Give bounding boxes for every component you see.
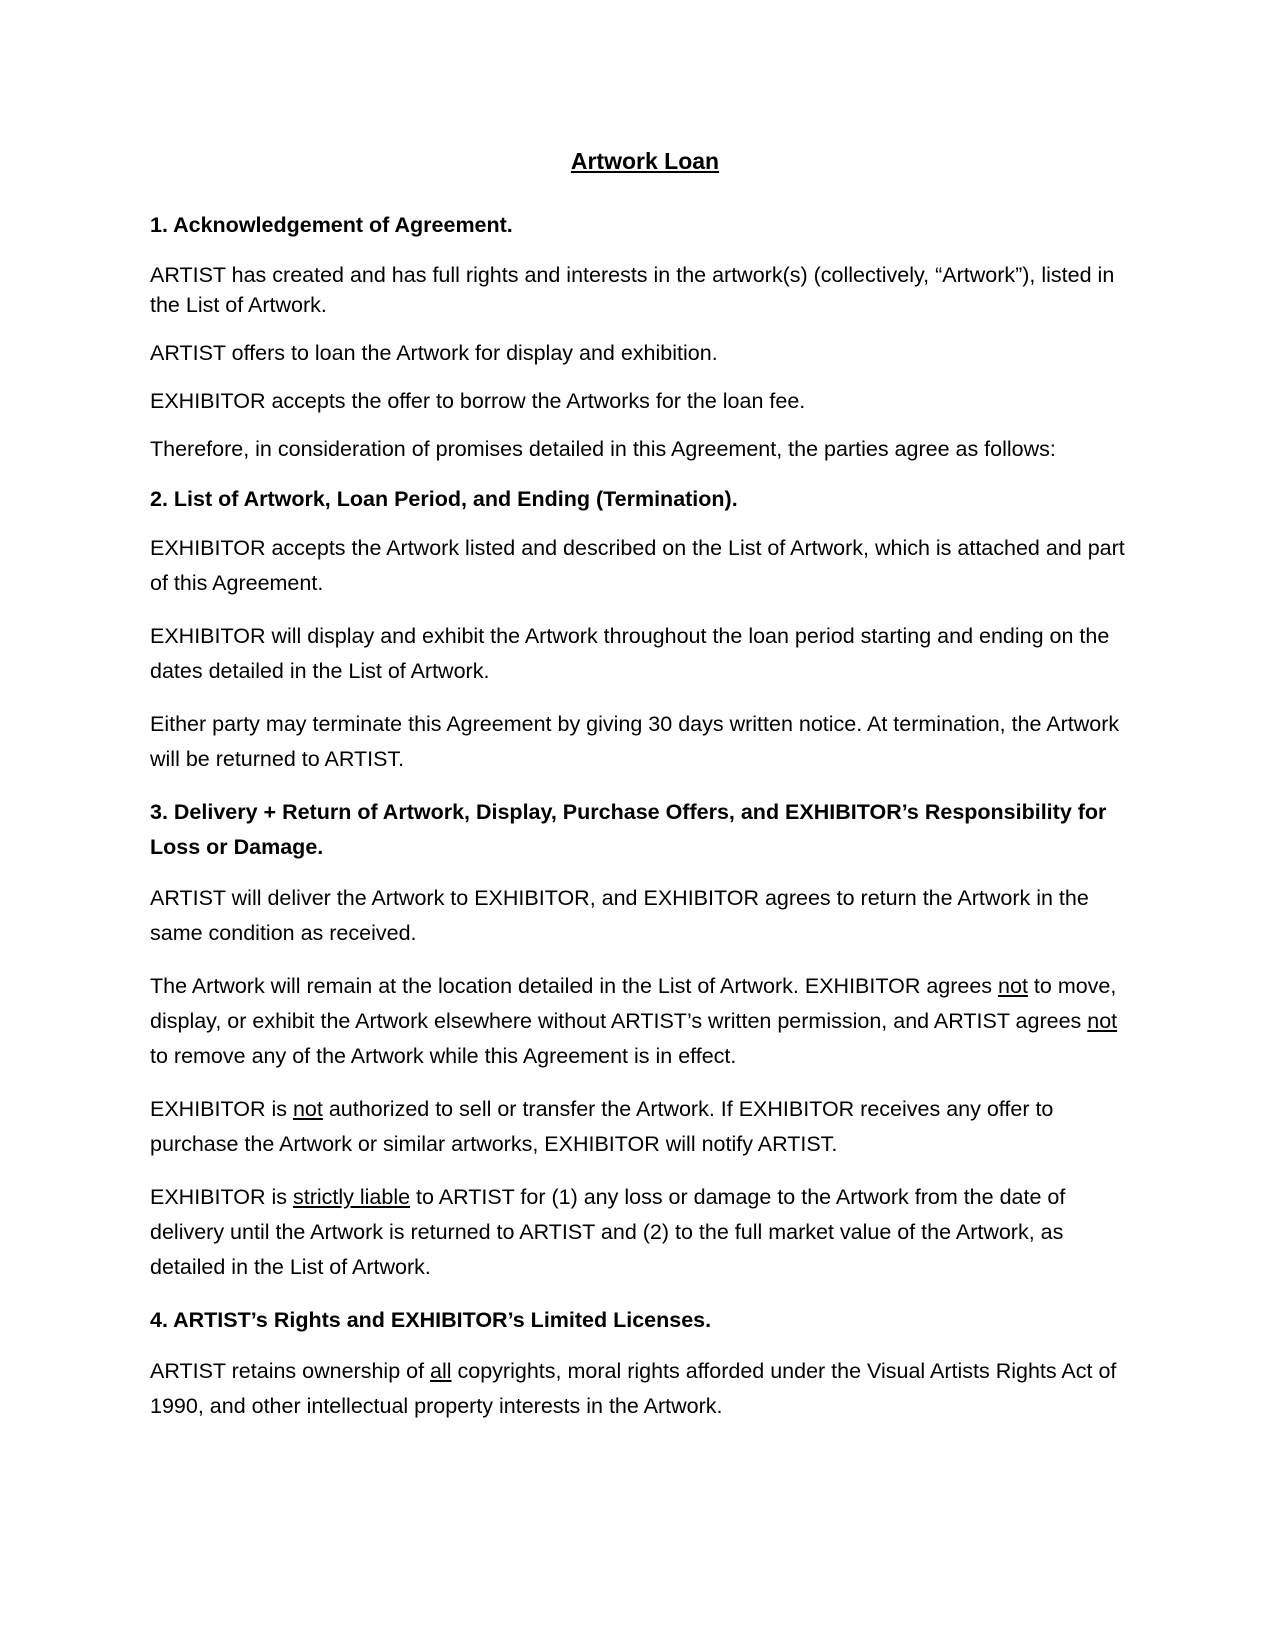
section-1-paragraph-1: ARTIST has created and has full rights and interests in the artwork(s) (collectively, “Artwork”), listed in the List of Artwork. (150, 263, 1115, 317)
underlined-term: not (1087, 1009, 1118, 1033)
document-title: Artwork Loan (570, 148, 720, 174)
section-2-paragraph-1: EXHIBITOR accepts the Artwork listed and described on the List of Artwork, which is attached and part of this Agreement. (150, 536, 1125, 595)
text-run: to move, display, or exhibit the Artwork elsewhere without ARTIST’s written permission, and ARTIST agrees (150, 974, 1117, 1033)
section-3-heading: 3. Delivery + Return of Artwork, Display, Purchase Offers, and EXHIBITOR’s Responsibility for Loss or Damage. (150, 800, 1107, 859)
text-run: authorized to sell or transfer the Artwork. If EXHIBITOR receives any offer to purchase the Artwork or similar artworks, EXHIBITOR will notify ARTIST. (150, 1097, 1054, 1156)
text-run: EXHIBITOR is (150, 1097, 293, 1121)
underlined-term: not (998, 974, 1028, 998)
section-2-heading: 2. List of Artwork, Loan Period, and Ending (Termination). (150, 487, 738, 511)
section-1-heading: 1. Acknowledgement of Agreement. (150, 213, 513, 237)
section-2-paragraph-3: Either party may terminate this Agreement by giving 30 days written notice. At termination, the Artwork will be returned to ARTIST. (150, 712, 1120, 771)
section-4-heading: 4. ARTIST’s Rights and EXHIBITOR’s Limited Licenses. (150, 1308, 712, 1332)
text-run: to ARTIST for (1) any loss or damage to the Artwork from the date of delivery until the Artwork is returned to ARTIST and (2) to the full market value of the Artwork, as detailed in the List of Artwork. (150, 1185, 1066, 1279)
text-run: EXHIBITOR is (150, 1185, 293, 1209)
section-1-paragraph-4: Therefore, in consideration of promises detailed in this Agreement, the parties agree as follows: (150, 437, 1056, 461)
text-run: ARTIST retains ownership of (150, 1359, 431, 1383)
text-run: copyrights, moral rights afforded under the Visual Artists Rights Act of 1990, and other intellectual property interests in the Artwork. (150, 1359, 1117, 1418)
text-run: The Artwork will remain at the location detailed in the List of Artwork. EXHIBITOR agrees (150, 974, 999, 998)
section-1-paragraph-2: ARTIST offers to loan the Artwork for display and exhibition. (150, 341, 718, 365)
section-4-paragraph-1 (150, 1354, 1140, 1424)
section-3-paragraph-3 (150, 1092, 1140, 1162)
underlined-term: not (292, 1097, 323, 1121)
underlined-term: all (430, 1359, 452, 1383)
text-run: to remove any of the Artwork while this Agreement is in effect. (150, 1044, 737, 1068)
section-3-paragraph-1: ARTIST will deliver the Artwork to EXHIBITOR, and EXHIBITOR agrees to return the Artwork in the same condition as received. (150, 886, 1089, 945)
underlined-term: strictly liable (292, 1185, 411, 1209)
section-2-paragraph-2: EXHIBITOR will display and exhibit the Artwork throughout the loan period starting and ending on the dates detailed in the List of Artwork. (150, 624, 1110, 683)
section-3-paragraph-2 (150, 969, 1140, 1074)
document-body (150, 146, 1140, 1442)
section-1-paragraph-3: EXHIBITOR accepts the offer to borrow the Artworks for the loan fee. (150, 389, 806, 413)
section-3-paragraph-4 (150, 1180, 1140, 1285)
